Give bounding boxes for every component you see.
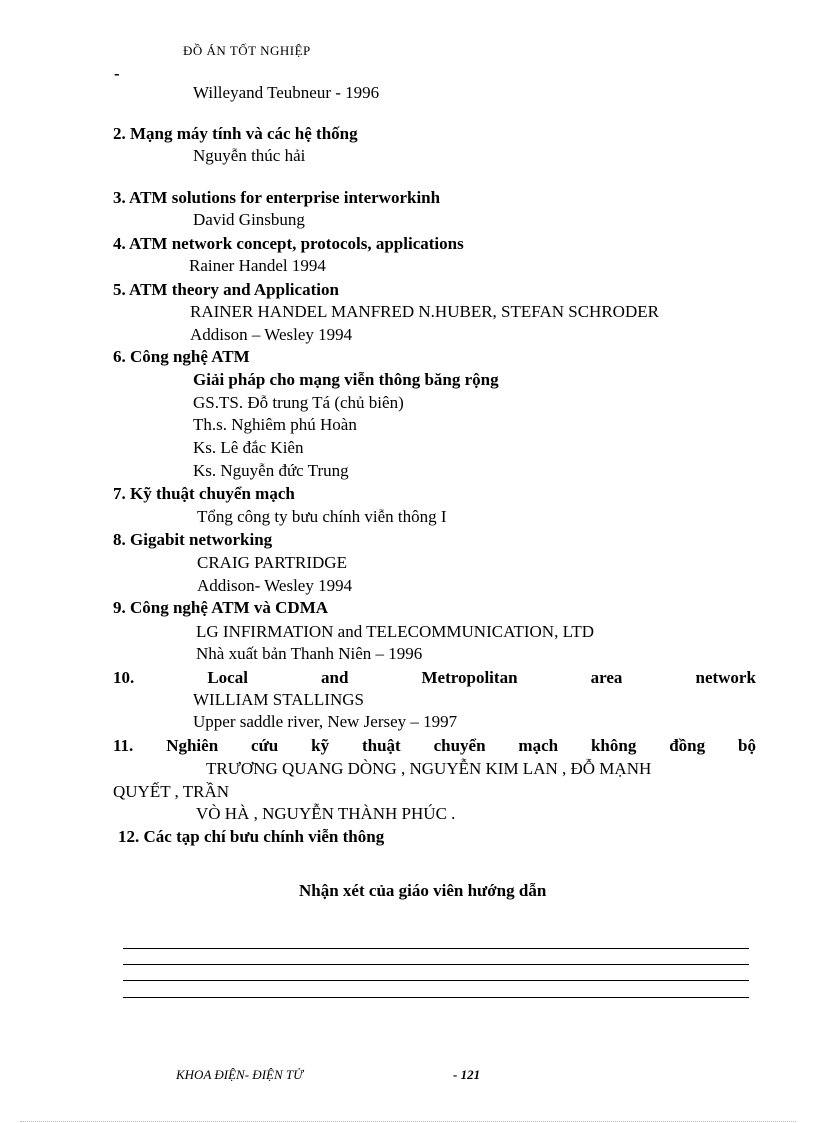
ref-7-title: 7. Kỹ thuật chuyển mạch bbox=[113, 484, 295, 503]
ref-9-publisher: Nhà xuất bản Thanh Niên – 1996 bbox=[196, 644, 423, 663]
ref-6-subtitle: Giải pháp cho mạng viễn thông băng rộng bbox=[193, 370, 499, 389]
ref-8-publisher: Addison- Wesley 1994 bbox=[197, 576, 353, 595]
ref-12-title: 12. Các tạp chí bưu chính viễn thông bbox=[118, 827, 385, 846]
dash-marker: - bbox=[114, 64, 120, 83]
ref-10-word: and bbox=[321, 668, 349, 687]
ref-11-word: 11. bbox=[113, 736, 134, 755]
ref-2-author: Nguyễn thúc hải bbox=[193, 146, 306, 165]
ref-2-title: 2. Mạng máy tính và các hệ thống bbox=[113, 124, 358, 143]
ref-4-title: 4. ATM network concept, protocols, applications bbox=[113, 234, 464, 253]
review-line bbox=[123, 948, 749, 949]
review-heading: Nhận xét của giáo viên hướng dẫn bbox=[299, 881, 547, 900]
ref-6-author-2: Th.s. Nghiêm phú Hoàn bbox=[193, 415, 357, 434]
ref-8-title: 8. Gigabit networking bbox=[113, 530, 273, 549]
ref-5-title: 5. ATM theory and Application bbox=[113, 280, 339, 299]
ref-10-word: Metropolitan bbox=[421, 668, 518, 687]
ref-11-authors-3: VÒ HÀ , NGUYỄN THÀNH PHÚC . bbox=[196, 804, 456, 823]
footer-department: KHOA ĐIỆN- ĐIỆN TỬ bbox=[176, 1067, 303, 1082]
ref-11-word: không bbox=[590, 736, 637, 755]
ref-8-author: CRAIG PARTRIDGE bbox=[197, 553, 347, 572]
ref-9-title: 9. Công nghệ ATM và CDMA bbox=[113, 598, 329, 617]
page-number: - 121 bbox=[453, 1067, 481, 1082]
ref-11-word: chuyển bbox=[433, 736, 486, 755]
review-line bbox=[123, 997, 749, 998]
document-title: ĐỒ ÁN TỐT NGHIỆP bbox=[183, 43, 311, 58]
ref-5-publisher: Addison – Wesley 1994 bbox=[190, 325, 353, 344]
ref-11-authors-1: TRƯƠNG QUANG DÒNG , NGUYỄN KIM LAN , ĐỖ MẠNH bbox=[206, 759, 652, 778]
ref-6-title: 6. Công nghệ ATM bbox=[113, 347, 250, 366]
ref-10-word: 10. bbox=[113, 668, 135, 687]
page-bottom-border bbox=[20, 1121, 796, 1122]
ref-6-author-4: Ks. Nguyễn đức Trung bbox=[193, 461, 349, 480]
ref-10-title bbox=[113, 668, 756, 688]
ref-9-author: LG INFIRMATION and TELECOMMUNICATION, LTD bbox=[196, 622, 595, 641]
ref-11-word: cứu bbox=[251, 736, 279, 755]
ref-6-author-1: GS.TS. Đỗ trung Tá (chủ biên) bbox=[193, 393, 404, 412]
review-line bbox=[123, 980, 749, 981]
ref-11-word: kỹ bbox=[311, 736, 330, 755]
ref-10-publisher: Upper saddle river, New Jersey – 1997 bbox=[193, 712, 458, 731]
ref-10-word: network bbox=[695, 668, 756, 687]
ref-11-title bbox=[113, 736, 756, 756]
ref-10-word: Local bbox=[207, 668, 248, 687]
ref-1-author: Willeyand Teubneur - 1996 bbox=[193, 83, 380, 102]
ref-11-word: mạch bbox=[518, 736, 559, 755]
ref-4-author: Rainer Handel 1994 bbox=[189, 256, 326, 275]
ref-11-word: Nghiên bbox=[166, 736, 219, 755]
ref-7-author: Tổng công ty bưu chính viễn thông I bbox=[197, 507, 447, 526]
review-line bbox=[123, 964, 749, 965]
ref-11-word: bộ bbox=[738, 736, 756, 755]
ref-11-authors-2: QUYẾT , TRẦN bbox=[113, 782, 230, 801]
ref-3-author: David Ginsbung bbox=[193, 210, 305, 229]
ref-6-author-3: Ks. Lê đắc Kiên bbox=[193, 438, 304, 457]
ref-3-title: 3. ATM solutions for enterprise interworkinh bbox=[113, 188, 441, 207]
ref-11-word: đồng bbox=[669, 736, 706, 755]
ref-10-word: area bbox=[590, 668, 623, 687]
ref-11-word: thuật bbox=[361, 736, 401, 755]
ref-10-author: WILLIAM STALLINGS bbox=[193, 690, 364, 709]
ref-5-authors: RAINER HANDEL MANFRED N.HUBER, STEFAN SCHRODER bbox=[190, 302, 659, 321]
